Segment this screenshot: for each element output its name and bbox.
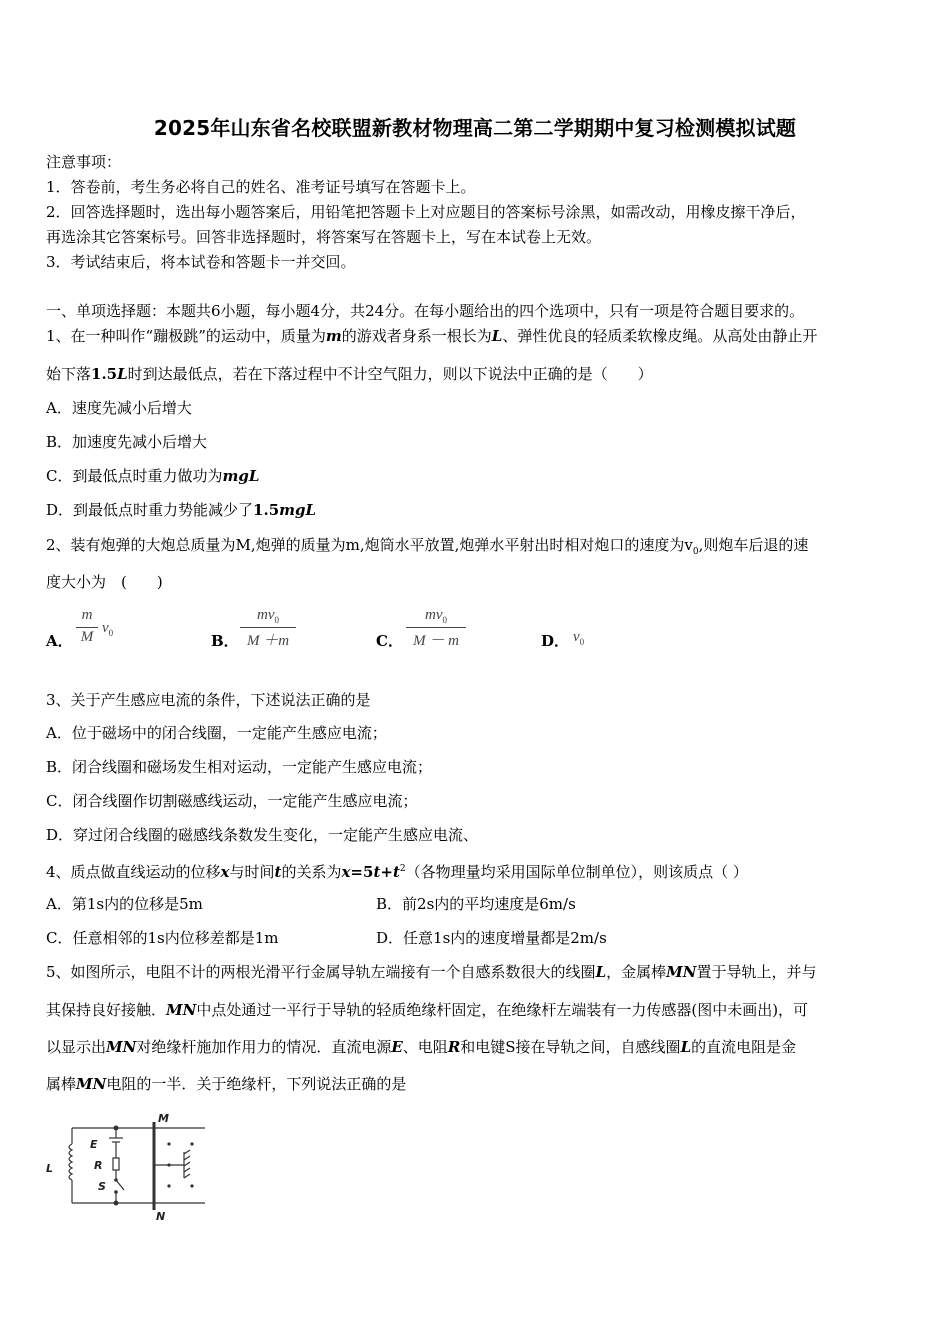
notice-item-3: 3．考试结束后，将本试卷和答题卡一并交回。 <box>46 253 356 271</box>
q4-option-c: C．任意相邻的1s内位移差都是1m <box>46 929 279 947</box>
q1-stem-line-2: 始下落1.5L时到达最低点，若在下落过程中不计空气阻力，则以下说法中正确的是（ ） <box>46 365 653 383</box>
q2-option-b-label: B． <box>211 632 239 650</box>
label-r: R <box>94 1159 103 1172</box>
inductor-coil-icon <box>69 1144 72 1180</box>
q5-stem-line-1: 5、如图所示，电阻不计的两根光滑平行金属导轨左端接有一个自感系数很大的线圈L，金属棒MN置于导轨上，并与 <box>46 963 817 981</box>
q4-option-a: A．第1s内的位移是5m <box>46 895 203 913</box>
q1-stem-line-1: 1、在一种叫作“蹦极跳”的运动中，质量为m的游戏者身系一根长为L、弹性优良的轻质柔软橡皮绳。从高处由静止开 <box>46 327 818 345</box>
q3-option-b: B．闭合线圈和磁场发生相对运动，一定能产生感应电流； <box>46 758 433 776</box>
label-s: S <box>98 1180 106 1193</box>
q2-option-a-fraction: m M <box>76 607 98 651</box>
q2-option-c-label: C． <box>376 632 403 650</box>
q5-circuit-diagram <box>40 1108 215 1223</box>
q4-option-b: B．前2s内的平均速度是6m/s <box>376 895 576 913</box>
q4-option-d: D．任意1s内的速度增量都是2m/s <box>376 929 607 947</box>
notice-heading: 注意事项： <box>46 153 122 171</box>
page-title: 2025年山东省名校联盟新教材物理高二第二学期期中复习检测模拟试题 <box>153 116 797 140</box>
q2-stem-line-2: 度大小为 ( ) <box>46 573 163 591</box>
notice-item-2: 2．回答选择题时，选出每小题答案后，用铅笔把答题卡上对应题目的答案标号涂黑，如需改动，用橡皮擦干净后， <box>46 203 806 221</box>
label-m: M <box>158 1112 169 1125</box>
q5-stem-line-3: 以显示出MN对绝缘杆施加作用力的情况．直流电源E、电阻R和电键S接在导轨之间，自感线圈L的直流电阻是金 <box>46 1038 797 1056</box>
q1-option-d: D．到最低点时重力势能减少了1.5mgL <box>46 501 317 519</box>
label-n: N <box>156 1210 166 1223</box>
label-l: L <box>46 1162 54 1175</box>
label-e: E <box>90 1138 98 1151</box>
q1-option-b: B．加速度先减小后增大 <box>46 433 208 451</box>
q2-option-d-label: D． <box>541 632 570 650</box>
notice-item-2-cont: 再选涂其它答案标号。回答非选择题时，将答案写在答题卡上，写在本试卷上无效。 <box>46 228 602 246</box>
q2-option-a-velocity: $v_0$ <box>102 620 114 638</box>
q3-option-c: C．闭合线圈作切割磁感线运动，一定能产生感应电流； <box>46 792 418 810</box>
q2-option-c-fraction: $mv_0$ M － m <box>406 607 466 651</box>
q5-stem-line-4: 属棒MN电阻的一半．关于绝缘杆，下列说法正确的是 <box>46 1075 407 1093</box>
q3-option-d: D．穿过闭合线圈的磁感线条数发生变化，一定能产生感应电流、 <box>46 826 479 844</box>
q3-stem: 3、关于产生感应电流的条件，下述说法正确的是 <box>46 691 371 709</box>
q2-stem-line-1: 2、装有炮弹的大炮总质量为M,炮弹的质量为m,炮筒水平放置,炮弹水平射出时相对炮口的速度为$v_0$,则炮车后退的速 <box>46 536 809 557</box>
q2-option-a-label: A． <box>46 632 73 650</box>
q2-option-b-fraction: $mv_0$ M ＋m <box>240 607 296 651</box>
q1-option-c: C．到最低点时重力做功为mgL <box>46 467 260 485</box>
notice-item-1: 1．答卷前，考生务必将自己的姓名、准考证号填写在答题卡上。 <box>46 178 476 196</box>
q5-stem-line-2: 其保持良好接触．MN中点处通过一平行于导轨的轻质绝缘杆固定，在绝缘杆左端装有一力传感器(图中未画出)，可 <box>46 1001 809 1019</box>
q3-option-a: A．位于磁场中的闭合线圈，一定能产生感应电流； <box>46 724 387 742</box>
q4-stem: 4、质点做直线运动的位移x与时间t的关系为$x=5t+t^2$（各物理量均采用国际单位制单位），则该质点（ ） <box>46 863 748 881</box>
section-heading: 一、单项选择题：本题共6小题，每小题4分，共24分。在每小题给出的四个选项中，只有一项是符合题目要求的。 <box>46 302 805 320</box>
q2-option-d-velocity: $v_0$ <box>573 629 585 647</box>
q1-option-a: A．速度先减小后增大 <box>46 399 192 417</box>
